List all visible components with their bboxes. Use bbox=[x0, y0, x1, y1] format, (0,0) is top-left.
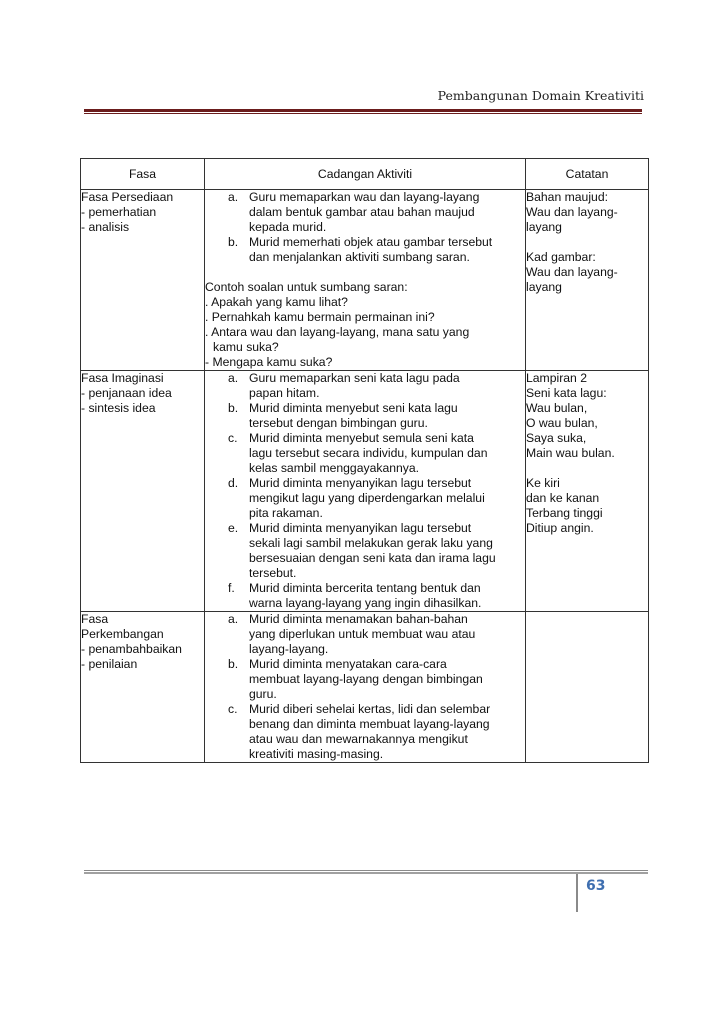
question-line: . Pernahkah kamu bermain permainan ini? bbox=[205, 310, 435, 324]
catatan-line: layang bbox=[526, 220, 562, 234]
catatan-line: Lampiran 2 bbox=[526, 371, 587, 385]
activity-line: Murid diminta menyatakan cara-cara bbox=[249, 657, 447, 671]
fasa-line: - pemerhatian bbox=[81, 205, 157, 219]
activity-line: lagu tersebut secara individu, kumpulan dan bbox=[249, 446, 488, 460]
catatan-line: layang bbox=[526, 280, 562, 294]
fasa-cell bbox=[81, 190, 205, 371]
catatan-cell bbox=[526, 612, 649, 763]
activity-line: Murid memerhati objek atau gambar tersebut bbox=[249, 235, 493, 249]
catatan-line: Terbang tinggi bbox=[526, 506, 603, 520]
activity-line: tersebut. bbox=[249, 566, 297, 580]
activity-item bbox=[228, 476, 525, 521]
activity-line: Murid diminta menyanyikan lagu tersebut bbox=[249, 521, 472, 535]
activity-line: Murid diminta menyebut seni kata lagu bbox=[249, 401, 458, 415]
fasa-line: - sintesis idea bbox=[81, 401, 156, 415]
activity-line: bersesuaian dengan seni kata dan irama lagu bbox=[249, 551, 496, 565]
activity-line: dan menjalankan aktiviti sumbang saran. bbox=[249, 250, 470, 264]
activity-marker: f. bbox=[228, 581, 235, 595]
table-row bbox=[81, 371, 649, 612]
catatan-line: Bahan maujud: bbox=[526, 190, 608, 204]
activity-line: papan hitam. bbox=[249, 386, 320, 400]
column-header-fasa: Fasa bbox=[81, 159, 205, 190]
activity-line: Murid diminta menyebut semula seni kata bbox=[249, 431, 474, 445]
table-row bbox=[81, 612, 649, 763]
activity-line: kepada murid. bbox=[249, 220, 327, 234]
activities-cell bbox=[205, 190, 526, 371]
activity-line: layang-layang. bbox=[249, 642, 329, 656]
activity-line: sekali lagi sambil melakukan gerak laku yang bbox=[249, 536, 493, 550]
activity-line: pita rakaman. bbox=[249, 506, 323, 520]
footer-rule-thick bbox=[84, 872, 648, 874]
fasa-line: - penjanaan idea bbox=[81, 386, 172, 400]
fasa-line: Fasa Persediaan bbox=[81, 190, 174, 204]
activity-item bbox=[228, 657, 525, 702]
activity-item bbox=[228, 371, 525, 401]
activity-line: dalam bentuk gambar atau bahan maujud bbox=[249, 205, 475, 219]
running-header-title: Pembangunan Domain Kreativiti bbox=[437, 88, 644, 103]
fasa-line: - analisis bbox=[81, 220, 130, 234]
activity-item bbox=[228, 235, 525, 265]
footer-divider bbox=[576, 874, 578, 912]
activity-table bbox=[80, 158, 649, 763]
column-header-catatan: Catatan bbox=[526, 159, 649, 190]
fasa-line: - penilaian bbox=[81, 657, 138, 671]
spacer bbox=[526, 461, 648, 476]
spacer bbox=[205, 265, 525, 280]
activity-marker: a. bbox=[228, 612, 239, 626]
catatan-cell bbox=[526, 371, 649, 612]
activity-line: Murid diminta menyanyikan lagu tersebut bbox=[249, 476, 472, 490]
fasa-cell bbox=[81, 612, 205, 763]
activity-line: yang diperlukan untuk membuat wau atau bbox=[249, 627, 476, 641]
activity-item bbox=[228, 581, 525, 611]
activity-line: atau wau dan mewarnakannya mengikut bbox=[249, 732, 468, 746]
spacer bbox=[526, 235, 648, 250]
catatan-line: Ditiup angin. bbox=[526, 521, 594, 535]
catatan-line: Seni kata lagu: bbox=[526, 386, 607, 400]
activity-marker: a. bbox=[228, 190, 239, 204]
activity-marker: a. bbox=[228, 371, 239, 385]
activity-line: benang dan diminta membuat layang-layang bbox=[249, 717, 490, 731]
activity-marker: e. bbox=[228, 521, 239, 535]
activity-line: membuat layang-layang dengan bimbingan bbox=[249, 672, 483, 686]
footer-rule bbox=[84, 870, 648, 871]
header-rule-thin bbox=[84, 113, 642, 114]
activity-line: warna layang-layang yang ingin dihasilkan. bbox=[249, 596, 482, 610]
activity-line: kreativiti masing-masing. bbox=[249, 747, 384, 761]
activity-line: guru. bbox=[249, 687, 277, 701]
activity-item bbox=[228, 431, 525, 476]
activity-marker: c. bbox=[228, 431, 238, 445]
activity-list bbox=[205, 190, 525, 265]
activity-item bbox=[228, 521, 525, 581]
table-row bbox=[81, 190, 649, 371]
activity-line: kelas sambil menggayakannya. bbox=[249, 461, 420, 475]
catatan-line: Wau bulan, bbox=[526, 401, 588, 415]
activity-line: mengikut lagu yang diperdengarkan melalui bbox=[249, 491, 485, 505]
fasa-line: Fasa Imaginasi bbox=[81, 371, 164, 385]
activity-item bbox=[228, 401, 525, 431]
catatan-line: dan ke kanan bbox=[526, 491, 600, 505]
activity-marker: c. bbox=[228, 702, 238, 716]
catatan-line: Saya suka, bbox=[526, 431, 587, 445]
questions-title: Contoh soalan untuk sumbang saran: bbox=[205, 280, 408, 294]
fasa-cell bbox=[81, 371, 205, 612]
question-line: . Apakah yang kamu lihat? bbox=[205, 295, 348, 309]
activity-line: Guru memaparkan wau dan layang-layang bbox=[249, 190, 480, 204]
question-line: - Mengapa kamu suka? bbox=[205, 355, 333, 369]
activities-cell bbox=[205, 371, 526, 612]
catatan-line: O wau bulan, bbox=[526, 416, 598, 430]
activity-line: Guru memaparkan seni kata lagu pada bbox=[249, 371, 460, 385]
activities-cell bbox=[205, 612, 526, 763]
activity-marker: b. bbox=[228, 401, 239, 415]
activity-item bbox=[228, 612, 525, 657]
column-header-cadangan-aktiviti: Cadangan Aktiviti bbox=[205, 159, 526, 190]
table-header-row bbox=[81, 159, 649, 190]
activity-line: Murid diminta menamakan bahan-bahan bbox=[249, 612, 468, 626]
activity-line: Murid diberi sehelai kertas, lidi dan selembar bbox=[249, 702, 491, 716]
fasa-line: - penambahbaikan bbox=[81, 642, 182, 656]
catatan-line: Wau dan layang- bbox=[526, 205, 618, 219]
activity-list bbox=[205, 371, 525, 611]
catatan-line: Ke kiri bbox=[526, 476, 560, 490]
activity-item bbox=[228, 702, 525, 762]
catatan-line: Kad gambar: bbox=[526, 250, 596, 264]
activity-marker: b. bbox=[228, 657, 239, 671]
activity-item bbox=[228, 190, 525, 235]
fasa-line: Perkembangan bbox=[81, 627, 164, 641]
header-rule bbox=[84, 109, 642, 112]
page-number: 63 bbox=[586, 878, 606, 894]
activity-marker: d. bbox=[228, 476, 239, 490]
catatan-line: Wau dan layang- bbox=[526, 265, 618, 279]
catatan-line: Main wau bulan. bbox=[526, 446, 615, 460]
activity-marker: b. bbox=[228, 235, 239, 249]
activity-line: tersebut dengan bimbingan guru. bbox=[249, 416, 428, 430]
catatan-cell bbox=[526, 190, 649, 371]
fasa-line: Fasa bbox=[81, 612, 109, 626]
question-line: kamu suka? bbox=[213, 340, 279, 354]
question-line: . Antara wau dan layang-layang, mana satu yang bbox=[205, 325, 470, 339]
activity-line: Murid diminta bercerita tentang bentuk dan bbox=[249, 581, 481, 595]
activity-list bbox=[205, 612, 525, 762]
